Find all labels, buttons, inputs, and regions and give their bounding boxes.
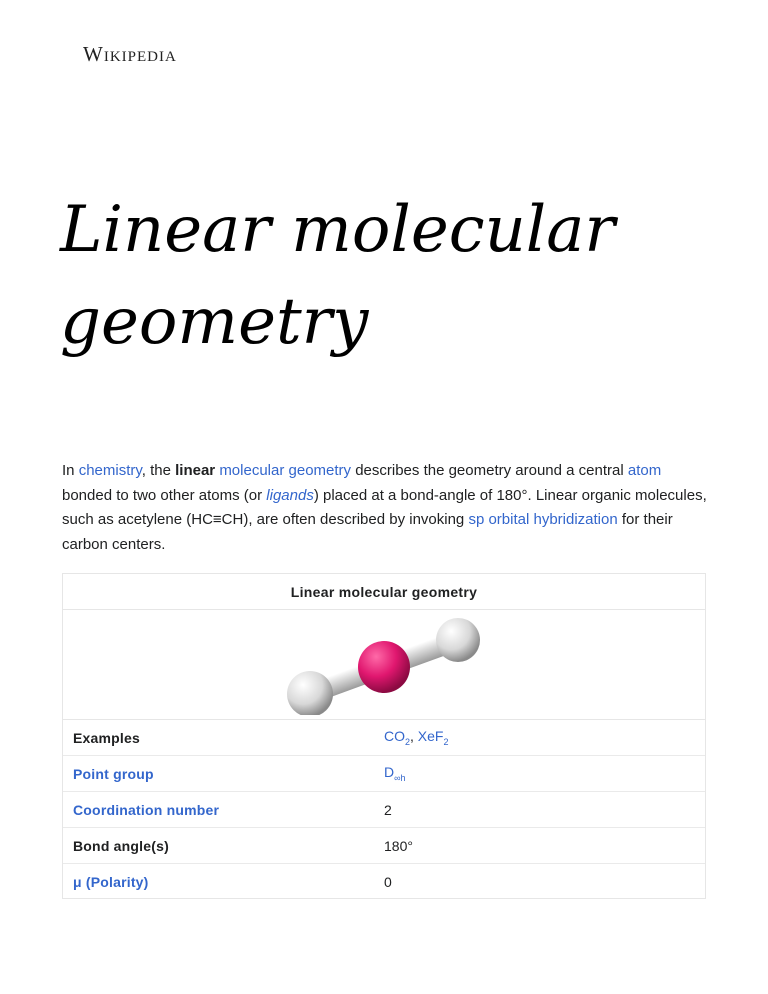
infobox-row-bond-angles bbox=[63, 828, 705, 864]
intro-text: for their carbon centers. bbox=[62, 511, 673, 553]
infobox-label: Examples bbox=[73, 729, 140, 746]
ligands-text: ligands bbox=[266, 486, 314, 504]
link-coordination-number[interactable]: Coordination number bbox=[73, 801, 220, 818]
infobox-label bbox=[63, 802, 384, 818]
intro-paragraph bbox=[62, 459, 712, 557]
infobox bbox=[62, 573, 706, 899]
link-point-group[interactable]: Point group bbox=[73, 765, 154, 782]
ball-and-stick-molecule-icon bbox=[284, 615, 484, 715]
infobox-row-polarity bbox=[63, 864, 705, 900]
infobox-row-point-group bbox=[63, 756, 705, 792]
link-atom[interactable]: atom bbox=[627, 462, 662, 479]
infobox-row-examples bbox=[63, 720, 705, 756]
infobox-label: Bond angle(s) bbox=[73, 837, 169, 854]
link-polarity[interactable]: μ (Polarity) bbox=[73, 874, 149, 890]
bold-linear: linear bbox=[175, 462, 216, 479]
infobox-value bbox=[384, 728, 705, 747]
link-ligands[interactable] bbox=[266, 487, 314, 504]
infobox-value bbox=[384, 764, 705, 783]
link-sp-orbital-hybridization[interactable]: sp orbital hybridization bbox=[468, 511, 618, 528]
intro-text: describes the geometry around a central bbox=[351, 462, 628, 479]
infobox-label bbox=[63, 874, 384, 890]
link-xef2[interactable]: XeF$_2$ bbox=[417, 728, 449, 747]
link-co2[interactable]: $CO_2$ bbox=[384, 728, 411, 747]
link-molecular-geometry[interactable]: molecular geometry bbox=[219, 462, 352, 479]
page-title: Linear molecular geometry bbox=[60, 193, 615, 359]
intro-text: bonded to two other atoms (or bbox=[62, 486, 267, 504]
infobox-value: 2 bbox=[384, 801, 392, 818]
link-d-inf-h[interactable]: $D_{\infty h}$ bbox=[384, 764, 406, 783]
intro-text: ) placed at a bond-angle of 180°. Linear organic molecules, such as acetylene (HC≡CH), are often described by invoking bbox=[62, 486, 707, 528]
infobox-label bbox=[63, 766, 384, 782]
value-separator: , bbox=[410, 728, 418, 745]
intro-text: , the bbox=[141, 462, 176, 479]
infobox-caption: Linear molecular geometry bbox=[63, 574, 705, 610]
wikipedia-logo[interactable]: Wikipedia bbox=[83, 42, 177, 66]
infobox-value: 0 bbox=[384, 874, 392, 890]
intro-text: In bbox=[62, 462, 79, 479]
link-chemistry[interactable]: chemistry bbox=[78, 462, 142, 479]
infobox-row-coordination-number bbox=[63, 792, 705, 828]
infobox-image[interactable] bbox=[63, 610, 705, 720]
infobox-value: 180° bbox=[384, 837, 413, 854]
